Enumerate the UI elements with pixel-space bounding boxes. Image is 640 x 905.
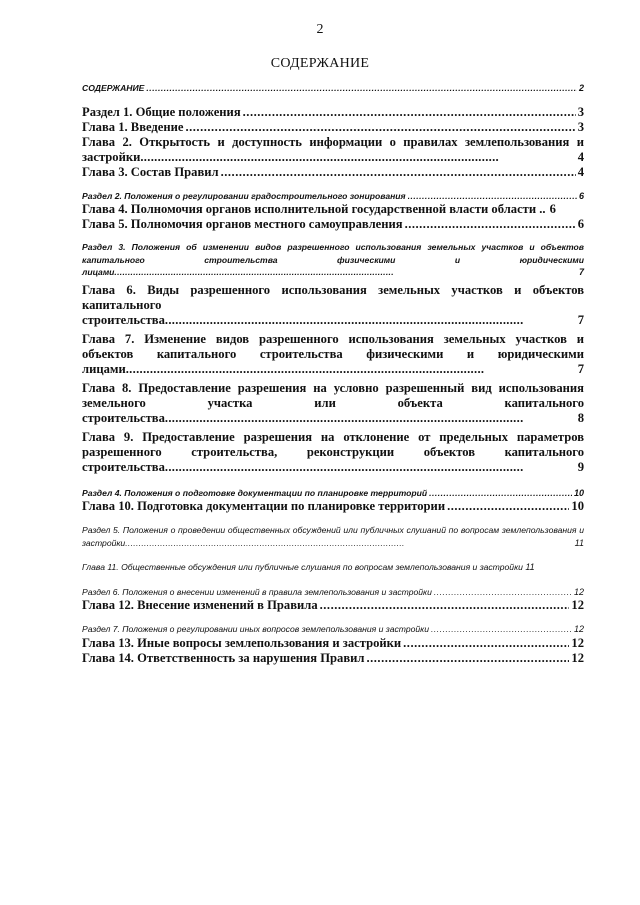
dot-leader	[408, 190, 577, 203]
toc-entry-chapter-12[interactable]	[82, 598, 584, 613]
toc-entry-label: Глава 12. Внесение изменений в Правила	[82, 598, 318, 612]
toc-entry-section-3[interactable]	[82, 241, 584, 279]
toc-entry-chapter-9[interactable]	[82, 430, 584, 475]
toc-entry-chapter-14[interactable]	[82, 651, 584, 666]
toc-entry-chapter-4[interactable]	[82, 202, 584, 217]
dot-leader	[429, 487, 572, 500]
toc-entry-page: 12	[571, 635, 584, 650]
table-of-contents	[82, 82, 584, 666]
dot-leader	[447, 499, 569, 514]
toc-entry-label: Глава 7. Изменение видов разрешенного использования земельных участков и объектов капитального строительства физическими и юридическими лицами	[82, 331, 584, 376]
toc-entry-page: 7	[578, 267, 584, 277]
toc-entry-label: Глава 4. Полномочия органов исполнительной государственной власти области ..	[82, 202, 546, 216]
toc-entry-page: 7	[577, 361, 584, 376]
toc-entry-page: 12	[573, 586, 584, 597]
dot-leader	[243, 105, 576, 120]
toc-entry-label: Раздел 5. Положения о проведении общественных обсуждений или публичных слушаний по вопросам землепользования и застройки	[82, 525, 584, 548]
toc-entry-label: Раздел 2. Положения о регулировании градостроительного зонирования	[82, 190, 406, 201]
toc-entry-page: 6	[577, 217, 584, 231]
toc-entry-page: 10	[571, 499, 584, 513]
toc-entry-chapter-8[interactable]	[82, 381, 584, 426]
toc-entry-label: Глава 6. Виды разрешенного использования земельных участков и объектов капитального строительства	[82, 282, 584, 327]
toc-entry-label: Раздел 6. Положения о внесении изменений в правила землепользования и застройки	[82, 586, 432, 597]
toc-entry-chapter-7[interactable]	[82, 332, 584, 377]
toc-entry-label: Раздел 4. Положения о подготовке документации по планировке территорий	[82, 487, 428, 498]
toc-entry-page: 12	[573, 624, 584, 634]
toc-entry-section-2[interactable]	[82, 190, 584, 203]
dot-leader	[320, 598, 570, 613]
dot-leader	[140, 150, 499, 164]
document-heading: СОДЕРЖАНИЕ	[270, 56, 370, 71]
toc-entry-label: Глава 10. Подготовка документации по планировке территории	[82, 499, 446, 513]
toc-entry-label: Раздел 3. Положения об изменении видов разрешенного использования земельных участков и объектов капитального строительства физическими и юридическими лицами	[82, 242, 584, 277]
toc-entry-page: 6	[578, 190, 584, 201]
page-number: 2	[316, 22, 324, 37]
dot-leader	[125, 538, 405, 548]
toc-entry-chapter-5[interactable]	[82, 217, 584, 232]
toc-entry-page: 11	[574, 537, 584, 548]
dot-leader	[126, 362, 485, 376]
toc-entry-page: 3	[577, 104, 584, 119]
toc-entry-contents[interactable]	[82, 82, 584, 95]
toc-entry-chapter-3[interactable]	[82, 165, 584, 180]
dot-leader	[434, 586, 572, 599]
toc-entry-section-1[interactable]	[82, 105, 584, 120]
toc-entry-section-5[interactable]	[82, 524, 584, 549]
toc-entry-page: 11	[525, 562, 535, 572]
toc-entry-label: Глава 9. Предоставление разрешения на отклонение от предельных параметров разрешенного строительства, реконструкции объектов капитального строительства	[82, 429, 584, 474]
toc-entry-label: СОДЕРЖАНИЕ	[82, 83, 145, 93]
dot-leader	[185, 120, 575, 135]
toc-entry-chapter-11[interactable]	[82, 561, 584, 574]
dot-leader	[431, 623, 572, 636]
toc-entry-section-7[interactable]	[82, 623, 584, 636]
toc-entry-section-6[interactable]	[82, 586, 584, 599]
toc-entry-page: 12	[571, 650, 584, 665]
dot-leader	[165, 460, 524, 474]
toc-entry-page: 8	[577, 410, 584, 425]
toc-entry-page: 4	[577, 149, 584, 164]
toc-entry-chapter-2[interactable]	[82, 135, 584, 165]
dot-leader	[146, 82, 577, 95]
toc-entry-label: Глава 1. Введение	[82, 119, 184, 134]
toc-entry-page: 6	[549, 202, 556, 216]
dot-leader	[403, 636, 569, 651]
dot-leader	[165, 313, 524, 327]
toc-entry-label: Глава 11. Общественные обсуждения или публичные слушания по вопросам землепользования и застройки	[82, 562, 523, 572]
toc-entry-label: Глава 5. Полномочия органов местного самоуправления	[82, 217, 403, 231]
dot-leader	[165, 411, 524, 425]
toc-entry-chapter-10[interactable]	[82, 499, 584, 514]
toc-entry-page: 9	[577, 459, 584, 474]
toc-entry-page: 12	[571, 598, 584, 612]
toc-entry-page: 2	[578, 83, 584, 93]
toc-entry-page: 4	[577, 164, 584, 179]
toc-entry-page: 3	[577, 119, 584, 134]
toc-entry-label: Глава 8. Предоставление разрешения на условно разрешенный вид использования земельного участка или объекта капитального строительства	[82, 380, 584, 425]
dot-leader	[114, 267, 394, 277]
toc-entry-label: Раздел 1. Общие положения	[82, 104, 241, 119]
toc-entry-chapter-6[interactable]	[82, 283, 584, 328]
dot-leader	[221, 165, 576, 180]
toc-entry-label: Глава 13. Иные вопросы землепользования и застройки	[82, 635, 402, 650]
toc-entry-label: Глава 14. Ответственность за нарушения Правил	[82, 650, 365, 665]
toc-entry-label: Глава 3. Состав Правил	[82, 164, 219, 179]
toc-entry-section-4[interactable]	[82, 487, 584, 500]
toc-entry-page: 10	[573, 487, 584, 498]
toc-entry-chapter-1[interactable]	[82, 120, 584, 135]
toc-entry-label: Глава 2. Открытость и доступность информации о правилах землепользования и застройки	[82, 134, 584, 164]
toc-entry-label: Раздел 7. Положения о регулировании иных вопросов землепользования и застройки	[82, 624, 430, 634]
dot-leader	[366, 651, 569, 666]
toc-entry-chapter-13[interactable]	[82, 636, 584, 651]
toc-entry-page: 7	[577, 312, 584, 327]
dot-leader	[405, 217, 576, 232]
